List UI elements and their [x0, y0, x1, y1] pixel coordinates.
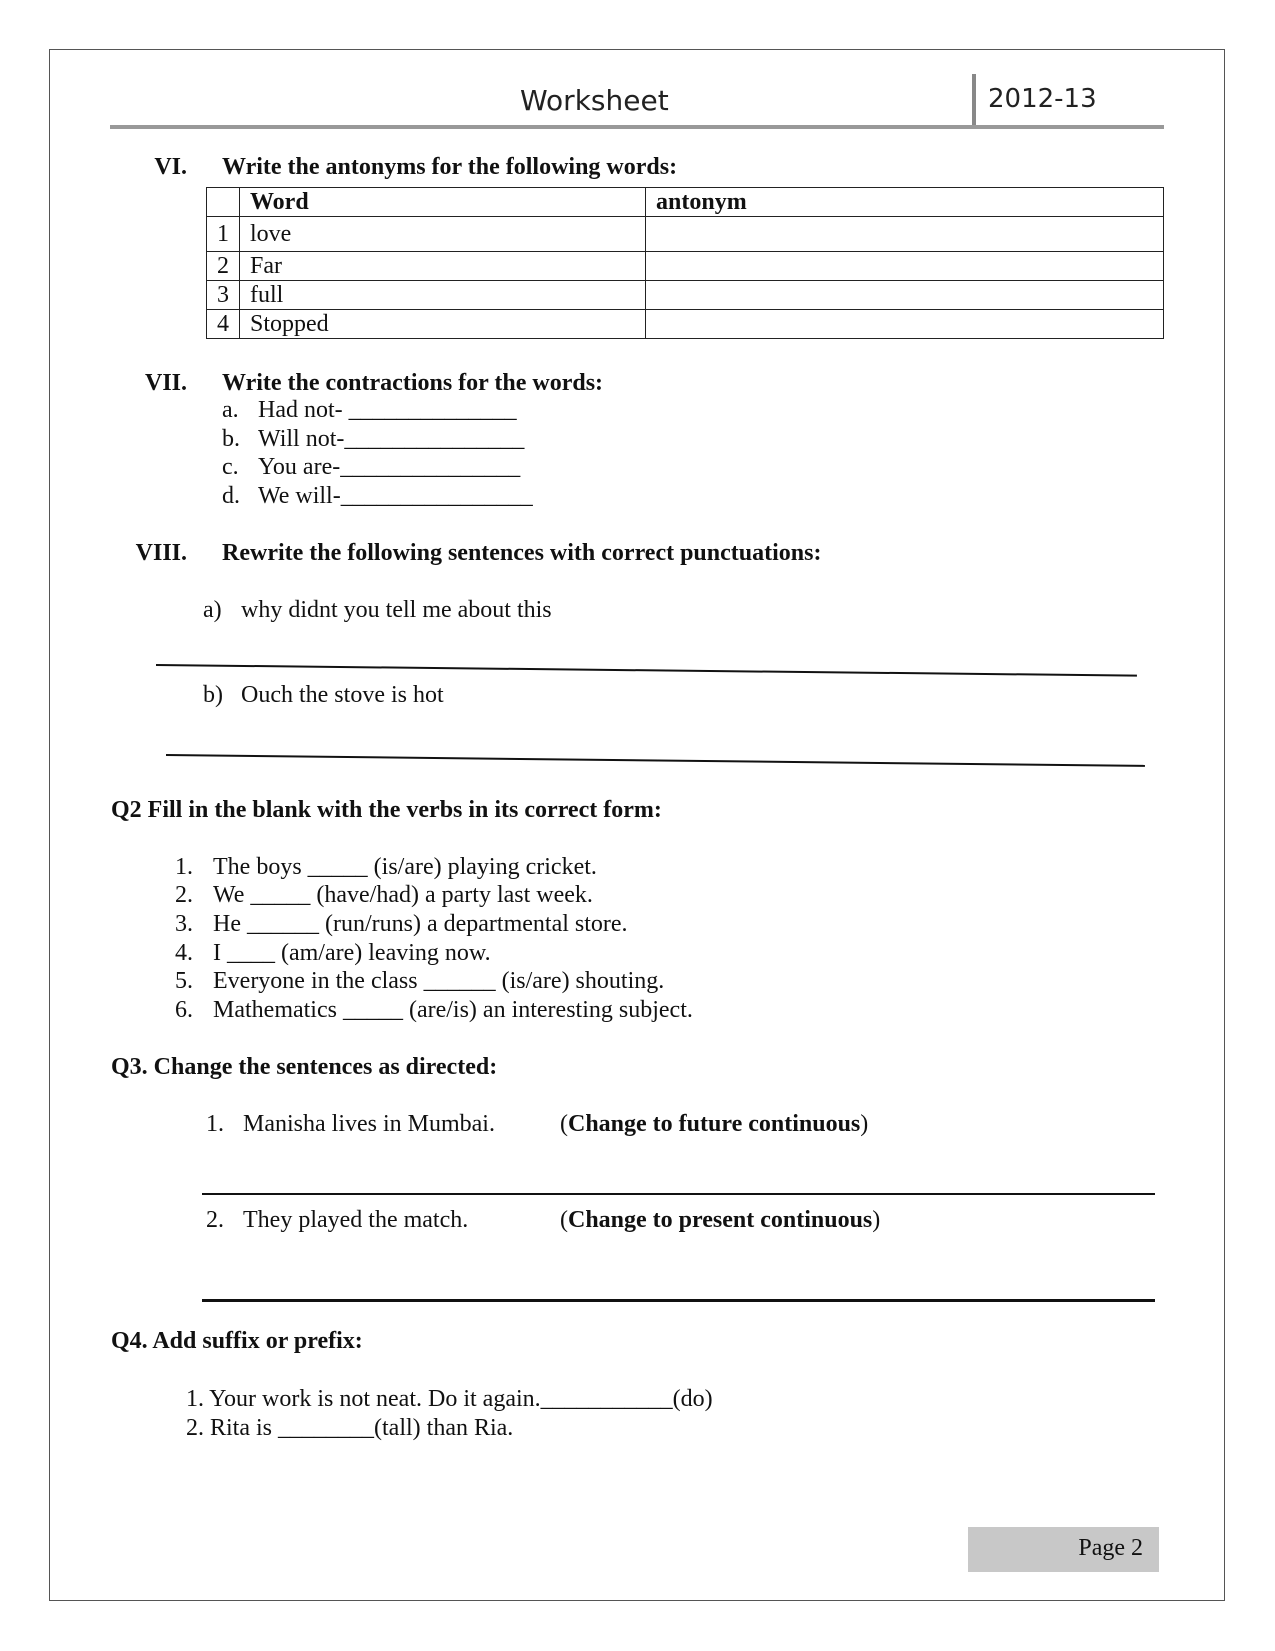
row-number: 1 — [207, 217, 240, 252]
fill-blank-number: 5. — [175, 968, 193, 994]
antonym-column-header: antonym — [646, 188, 1164, 217]
fill-blank-number: 2. — [175, 882, 193, 908]
affix-item: 2. Rita is ________(tall) than Ria. — [186, 1415, 514, 1441]
antonym-cell[interactable] — [646, 217, 1164, 252]
header-divider — [972, 74, 976, 128]
page-number-box — [968, 1527, 1159, 1572]
antonym-cell[interactable] — [646, 252, 1164, 281]
fill-blank-number: 4. — [175, 940, 193, 966]
table-row — [207, 281, 1164, 310]
sentence-item: why didnt you tell me about this — [241, 597, 552, 623]
contraction-item: Will not-_______________ — [258, 426, 525, 452]
antonym-cell[interactable] — [646, 310, 1164, 339]
transform-directive: (Change to future continuous) — [560, 1111, 869, 1137]
header-rule — [110, 125, 1164, 129]
worksheet-title: Worksheet — [520, 84, 669, 117]
fill-blank-item: Everyone in the class ______ (is/are) shouting. — [213, 968, 665, 994]
row-number: 4 — [207, 310, 240, 339]
word-column-header: Word — [240, 188, 646, 217]
number-column-header — [207, 188, 240, 217]
directive-text: Change to future continuous — [568, 1111, 861, 1137]
row-number: 2 — [207, 252, 240, 281]
q4-heading: Q4. Add suffix or prefix: — [111, 1328, 363, 1354]
word-cell: Far — [240, 252, 646, 281]
contraction-letter: d. — [222, 483, 240, 509]
table-row — [207, 252, 1164, 281]
transform-sentence: Manisha lives in Mumbai. — [243, 1111, 495, 1137]
fill-blank-number: 1. — [175, 854, 193, 880]
antonym-cell[interactable] — [646, 281, 1164, 310]
fill-blank-number: 6. — [175, 997, 193, 1023]
transform-directive: (Change to present continuous) — [560, 1207, 881, 1233]
contraction-item: Had not- ______________ — [258, 397, 517, 423]
contraction-item: You are-_______________ — [258, 454, 521, 480]
word-cell: Stopped — [240, 310, 646, 339]
answer-line — [202, 1193, 1155, 1195]
antonym-table-header — [207, 188, 1164, 217]
fill-blank-item: The boys _____ (is/are) playing cricket. — [213, 854, 597, 880]
section-7-heading: Write the contractions for the words: — [222, 370, 604, 396]
q2-heading: Q2 Fill in the blank with the verbs in its correct form: — [111, 797, 662, 823]
contraction-letter: a. — [222, 397, 239, 423]
page-number: Page 2 — [1078, 1535, 1143, 1561]
section-6-number: VI. — [154, 154, 187, 180]
section-6-heading: Write the antonyms for the following words: — [222, 154, 678, 180]
worksheet-year: 2012-13 — [988, 84, 1097, 114]
affix-item: 1. Your work is not neat. Do it again.___________(do) — [186, 1386, 713, 1412]
table-row — [207, 310, 1164, 339]
fill-blank-item: We _____ (have/had) a party last week. — [213, 882, 593, 908]
fill-blank-item: Mathematics _____ (are/is) an interesting subject. — [213, 997, 693, 1023]
directive-text: Change to present continuous — [568, 1207, 873, 1233]
transform-number: 2. — [206, 1207, 224, 1233]
row-number: 3 — [207, 281, 240, 310]
word-cell: love — [240, 217, 646, 252]
contraction-letter: c. — [222, 454, 239, 480]
sentence-letter: a) — [203, 597, 222, 623]
table-row — [207, 217, 1164, 252]
contraction-item: We will-________________ — [258, 483, 533, 509]
section-8-number: VIII. — [135, 540, 187, 566]
fill-blank-item: I ____ (am/are) leaving now. — [213, 940, 491, 966]
q3-heading: Q3. Change the sentences as directed: — [111, 1054, 498, 1080]
sentence-letter: b) — [203, 682, 223, 708]
answer-line — [202, 1299, 1155, 1302]
transform-number: 1. — [206, 1111, 224, 1137]
fill-blank-number: 3. — [175, 911, 193, 937]
sentence-item: Ouch the stove is hot — [241, 682, 444, 708]
word-cell: full — [240, 281, 646, 310]
antonym-table — [206, 187, 1164, 339]
fill-blank-item: He ______ (run/runs) a departmental store. — [213, 911, 628, 937]
section-7-number: VII. — [144, 370, 187, 396]
section-8-heading: Rewrite the following sentences with correct punctuations: — [222, 540, 822, 566]
transform-sentence: They played the match. — [243, 1207, 469, 1233]
contraction-letter: b. — [222, 426, 240, 452]
